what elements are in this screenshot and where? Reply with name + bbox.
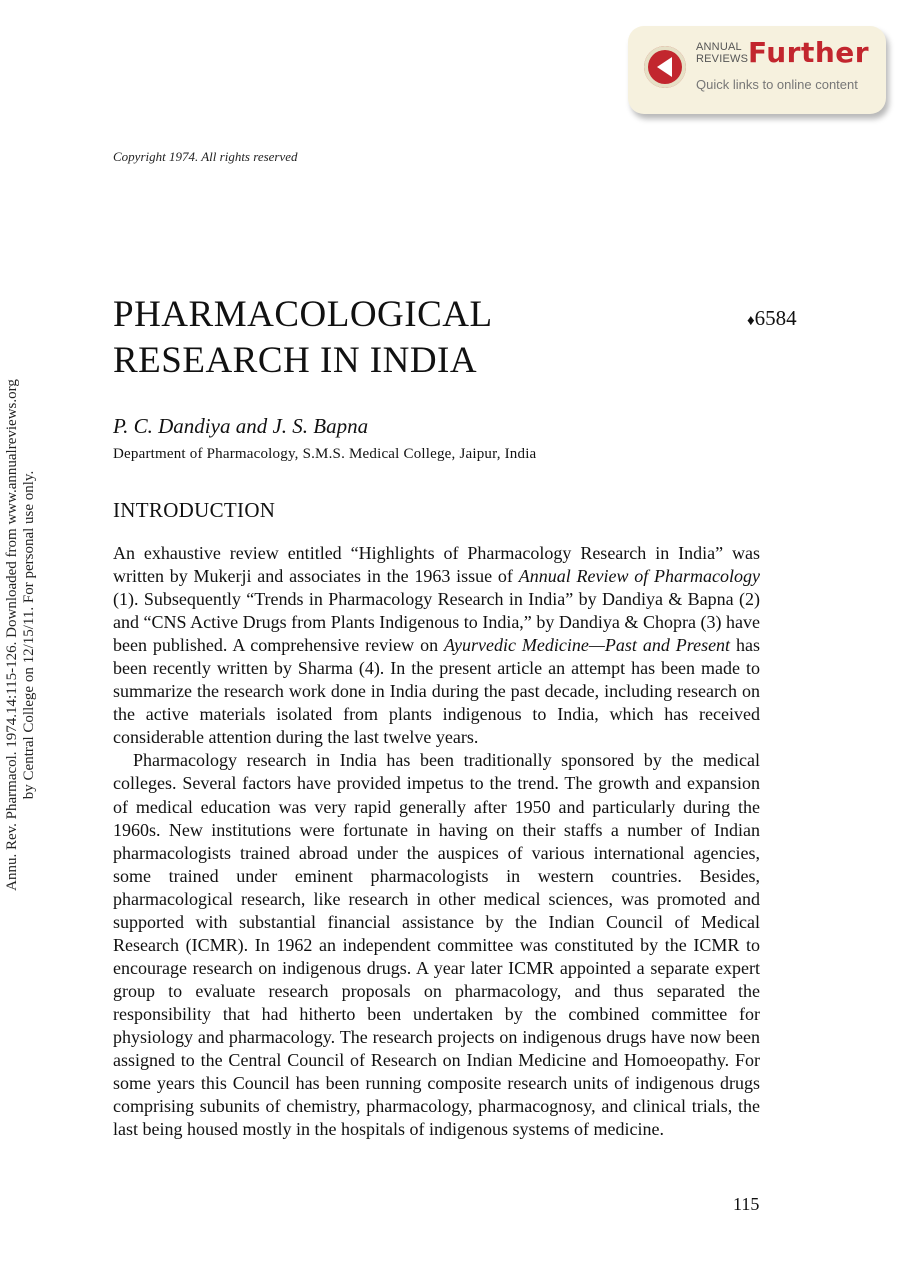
further-tagline: Quick links to online content — [696, 77, 858, 92]
paragraph-text: has been recently written by Sharma (4). In the present article an attempt has been made to summarize the research work done in India during the past decade, including research on the active materials isolated from plants indigenous to India, which has received considerable attention during the last twelve years. — [113, 635, 760, 748]
page-number: 115 — [733, 1194, 760, 1214]
further-label: Further — [748, 36, 870, 69]
paragraph-text: (1). Subsequently “Trends in Pharmacology Research in India” by Dandiya & Bapna (2) and “CNS Active Drugs from Plants Indigenous to India,” by Dandiya & Chopra (3) have been published. A comprehensive review on — [113, 589, 760, 656]
download-note-line1: Annu. Rev. Pharmacol. 1974.14:115-126. Downloaded from www.annualreviews.org — [4, 379, 20, 891]
copyright-notice: Copyright 1974. All rights reserved — [113, 149, 298, 164]
journal-title: Annual Review of Pharmacology — [518, 566, 760, 587]
further-badge[interactable] — [628, 26, 886, 114]
paragraph-text: An exhaustive review entitled “Highlights of Pharmacology Research in India” was written by Mukerji and associates in the 1963 issue of — [113, 543, 760, 587]
affiliation: Department of Pharmacology, S.M.S. Medical College, Jaipur, India — [113, 446, 537, 462]
title-line-2: RESEARCH IN INDIA — [113, 340, 478, 381]
annual-label: ANNUAL — [696, 41, 742, 53]
cited-work-title: Ayurvedic Medicine—Past and Present — [444, 635, 731, 656]
title-line-1: PHARMACOLOGICAL — [113, 294, 493, 335]
article-title — [113, 292, 633, 384]
authors: P. C. Dandiya and J. S. Bapna — [113, 414, 369, 438]
back-arrow-icon[interactable] — [644, 46, 686, 88]
download-note-line2: by Central College on 12/15/11. For personal use only. — [21, 470, 37, 800]
reviews-label: REVIEWS — [696, 53, 749, 65]
diamond-icon: ♦ — [747, 313, 755, 329]
paragraph: Pharmacology research in India has been traditionally sponsored by the medical colleges. Several factors have provided impetus to the trend. The growth and expansion of medical education was very rapid generally after 1950 and particularly during the 1960s. New institutions were fortunate in having on their staffs a number of Indian pharmacologists trained abroad under the auspices of various international agencies, some trained under eminent pharmacologists in western countries. Besides, pharmacological research, like research in other medical sciences, was promoted and supported with substantial financial assistance by the Indian Council of Medical Research (ICMR). In 1962 an independent committee was constituted by the ICMR to encourage research on indigenous drugs. A year later ICMR appointed a separate expert group to evaluate research proposals on pharmacology, and thus separated the responsibility that had hitherto been undertaken by the combined committee for physiology and pharmacology. The research projects on indigenous drugs have now been assigned to the Central Council of Research on Indian Medicine and Homoeopathy. For some years this Council has been running composite research units of indigenous drugs comprising subunits of chemistry, pharmacology, pharmacognosy, and clinical trials, the last being housed mostly in the hospitals of indigenous systems of medicine. — [113, 750, 760, 1140]
download-note — [4, 340, 38, 930]
article-number-value: 6584 — [754, 306, 797, 330]
article-number — [747, 306, 797, 331]
section-heading: INTRODUCTION — [113, 498, 276, 522]
article-body — [113, 542, 760, 1141]
annual-reviews-logo — [696, 41, 748, 65]
paragraph — [113, 542, 760, 749]
